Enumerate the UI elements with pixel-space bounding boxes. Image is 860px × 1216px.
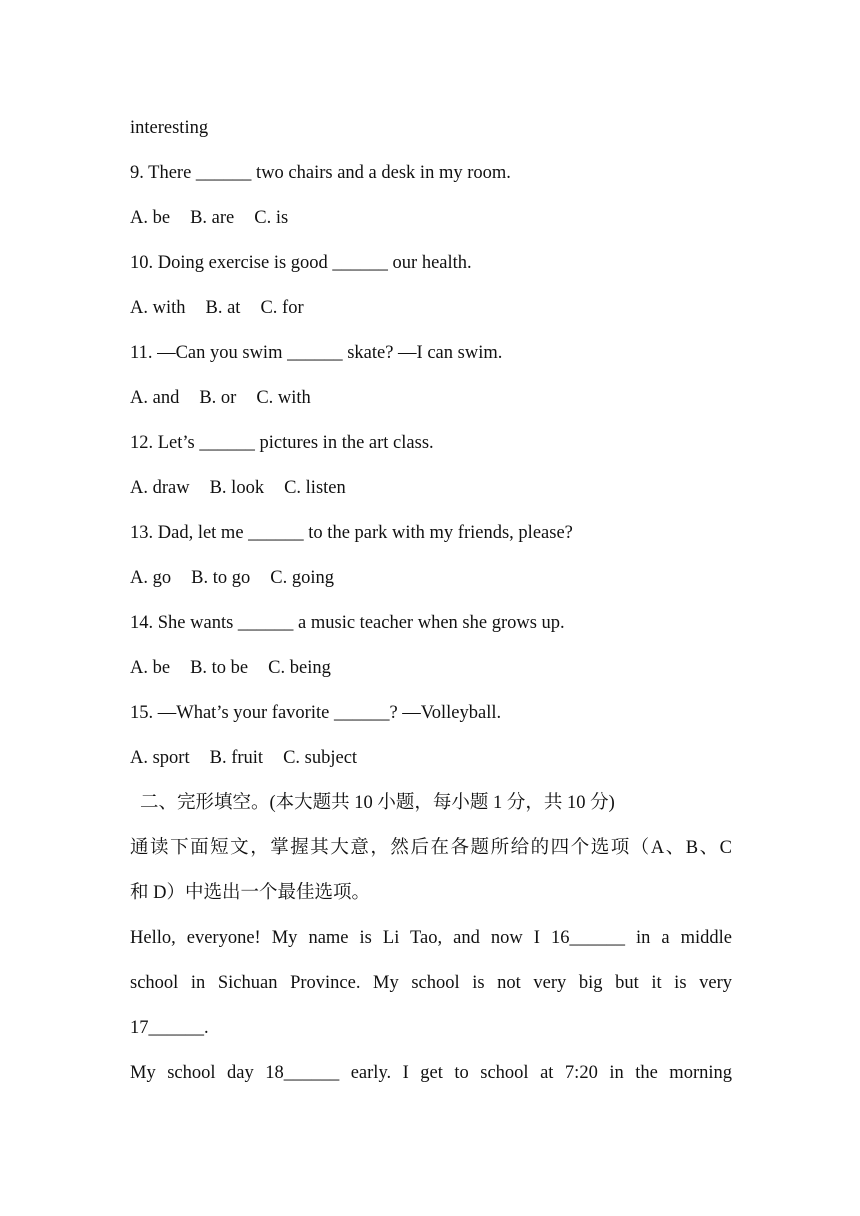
question-9: 9. There ______ two chairs and a desk in my room. [130, 163, 511, 183]
question-11: 11. —Can you swim ______ skate? —I can swim. [130, 343, 503, 363]
section-title: 二、完形填空。(本大题共 10 小题，每小题 1 分，共 10 分) [140, 793, 615, 813]
document-page [130, 110, 732, 1100]
option-c: C. is [254, 208, 289, 228]
option-c: C. with [256, 388, 311, 408]
option-a: A. sport [130, 748, 190, 768]
instruction-line: 和 D）中选出一个最佳选项。 [130, 883, 370, 903]
option-b: B. to be [190, 658, 249, 678]
question-9-options [130, 200, 732, 245]
option-c: C. being [268, 658, 331, 678]
passage-line: school in Sichuan Province. My school is not very big but it is very [130, 973, 732, 993]
option-a: A. be [130, 208, 171, 228]
passage-line: My school day 18______ early. I get to school at 7:20 in the morning [130, 1063, 732, 1083]
text-line: interesting [130, 118, 209, 138]
question-10-options [130, 290, 732, 335]
passage-line: 17______. [130, 1018, 209, 1038]
option-c: C. going [270, 568, 334, 588]
instruction-line: 通读下面短文，掌握其大意，然后在各题所给的四个选项（A、B、C [130, 838, 732, 858]
question-12: 12. Let’s ______ pictures in the art class. [130, 433, 434, 453]
option-b: B. or [199, 388, 237, 408]
question-14-options [130, 650, 732, 695]
question-12-options [130, 470, 732, 515]
question-15: 15. —What’s your favorite ______? —Volleyball. [130, 703, 502, 723]
question-15-options [130, 740, 732, 785]
option-c: C. for [260, 298, 304, 318]
option-c: C. listen [284, 478, 346, 498]
option-b: B. at [205, 298, 241, 318]
option-b: B. look [209, 478, 265, 498]
option-a: A. be [130, 658, 171, 678]
passage-line: Hello, everyone! My name is Li Tao, and now I 16______ in a middle [130, 928, 732, 948]
question-10: 10. Doing exercise is good ______ our health. [130, 253, 472, 273]
question-13-options [130, 560, 732, 605]
option-a: A. with [130, 298, 186, 318]
option-a: A. draw [130, 478, 190, 498]
question-13: 13. Dad, let me ______ to the park with my friends, please? [130, 523, 573, 543]
option-b: B. to go [191, 568, 251, 588]
question-14: 14. She wants ______ a music teacher when she grows up. [130, 613, 565, 633]
option-b: B. are [190, 208, 235, 228]
option-a: A. go [130, 568, 172, 588]
option-c: C. subject [283, 748, 358, 768]
option-b: B. fruit [209, 748, 264, 768]
option-a: A. and [130, 388, 180, 408]
question-11-options [130, 380, 732, 425]
